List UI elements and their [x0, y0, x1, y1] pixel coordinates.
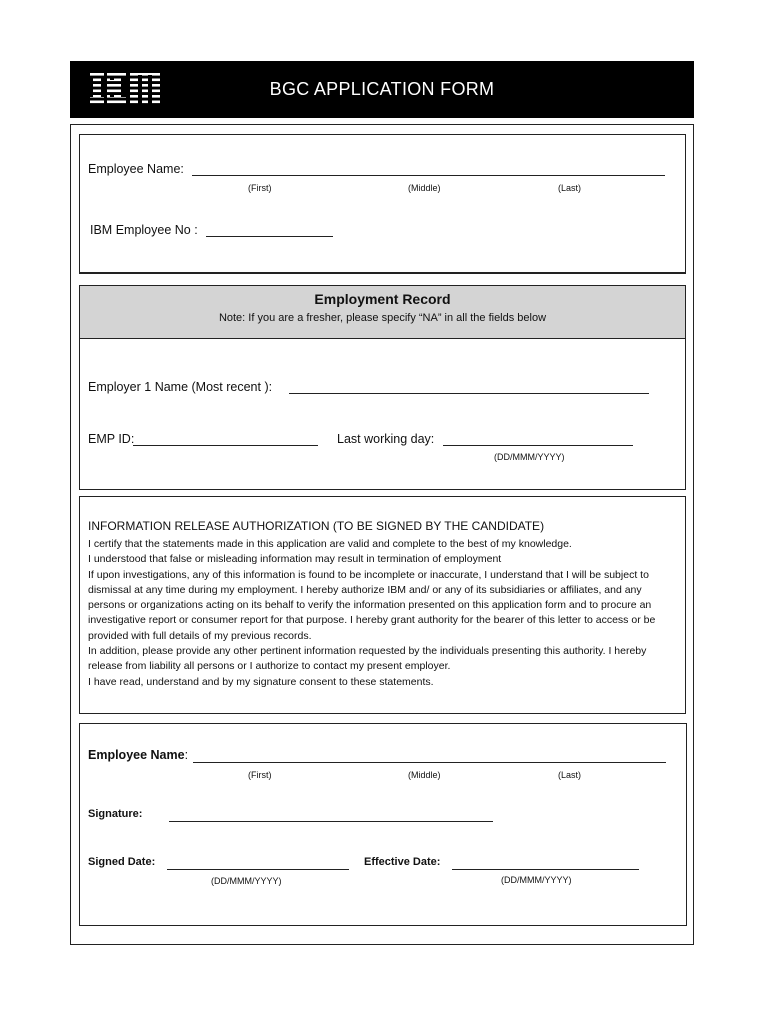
emp-id-field[interactable]	[133, 445, 318, 446]
sig-last-name-hint: (Last)	[558, 770, 582, 780]
effective-date-field[interactable]	[452, 869, 639, 870]
signature-label: Signature:	[88, 808, 143, 820]
employee-info-section	[79, 134, 686, 274]
employee-no-field[interactable]	[206, 236, 333, 237]
employment-record-title: Employment Record	[314, 291, 451, 307]
authorization-title: INFORMATION RELEASE AUTHORIZATION (TO BE SIGNED BY THE CANDIDATE)	[88, 519, 545, 533]
employment-record-note: Note: If you are a fresher, please specify “NA” in all the fields below	[218, 312, 547, 324]
employee-name-field[interactable]	[192, 175, 665, 176]
signature-field[interactable]	[169, 821, 493, 822]
effective-date-format: (DD/MMM/YYYY)	[501, 875, 572, 885]
authorization-line: I certify that the statements made in this application are valid and complete to the best of my knowledge.	[88, 538, 572, 550]
sig-first-name-hint: (First)	[248, 770, 272, 780]
authorization-line: If upon investigations, any of this information is found to be incomplete or inaccurate, I understand that I will be subject to dismissal at any time during my employment. I hereby authorize IBM and/ or any of its subsidiaries or affiliates, and any persons or organizations acting on its behalf to verify the information presented on this application form and to procure an investigative report or consumer report for that purpose. I hereby grant authority for the bearer of this letter to access or be provided with full details of my previous records.	[88, 568, 656, 642]
sig-middle-name-hint: (Middle)	[408, 770, 441, 780]
last-working-day-label: Last working day:	[337, 432, 435, 446]
signature-name-label: Employee Name	[88, 748, 185, 762]
emp-id-label: EMP ID:	[88, 432, 135, 446]
first-name-hint: (First)	[248, 183, 272, 193]
signature-name-colon: :	[184, 748, 189, 762]
middle-name-hint: (Middle)	[408, 183, 441, 193]
signature-employee-name-field[interactable]	[193, 762, 666, 763]
employee-no-label: IBM Employee No :	[90, 223, 198, 237]
signature-name-label-wrap	[88, 748, 188, 762]
last-name-hint: (Last)	[558, 183, 582, 193]
last-working-day-field[interactable]	[443, 445, 633, 446]
employer-name-label: Employer 1 Name (Most recent ):	[88, 380, 273, 394]
signed-date-label: Signed Date:	[88, 856, 156, 868]
employee-name-label: Employee Name:	[88, 162, 184, 176]
signed-date-field[interactable]	[167, 869, 349, 870]
signed-date-format: (DD/MMM/YYYY)	[211, 876, 282, 886]
effective-date-label: Effective Date:	[364, 856, 441, 868]
authorization-line: In addition, please provide any other pertinent information requested by the individuals presenting this authority. I hereby release from liability all persons or I authorize to contact my present employer.	[88, 645, 647, 673]
form-title: BGC APPLICATION FORM	[269, 79, 495, 99]
authorization-line: I understood that false or misleading information may result in termination of employment	[88, 553, 502, 566]
authorization-body	[88, 537, 680, 690]
employer-name-field[interactable]	[289, 393, 649, 394]
last-working-day-format: (DD/MMM/YYYY)	[494, 452, 565, 462]
authorization-line: I have read, understand and by my signature consent to these statements.	[88, 675, 434, 688]
